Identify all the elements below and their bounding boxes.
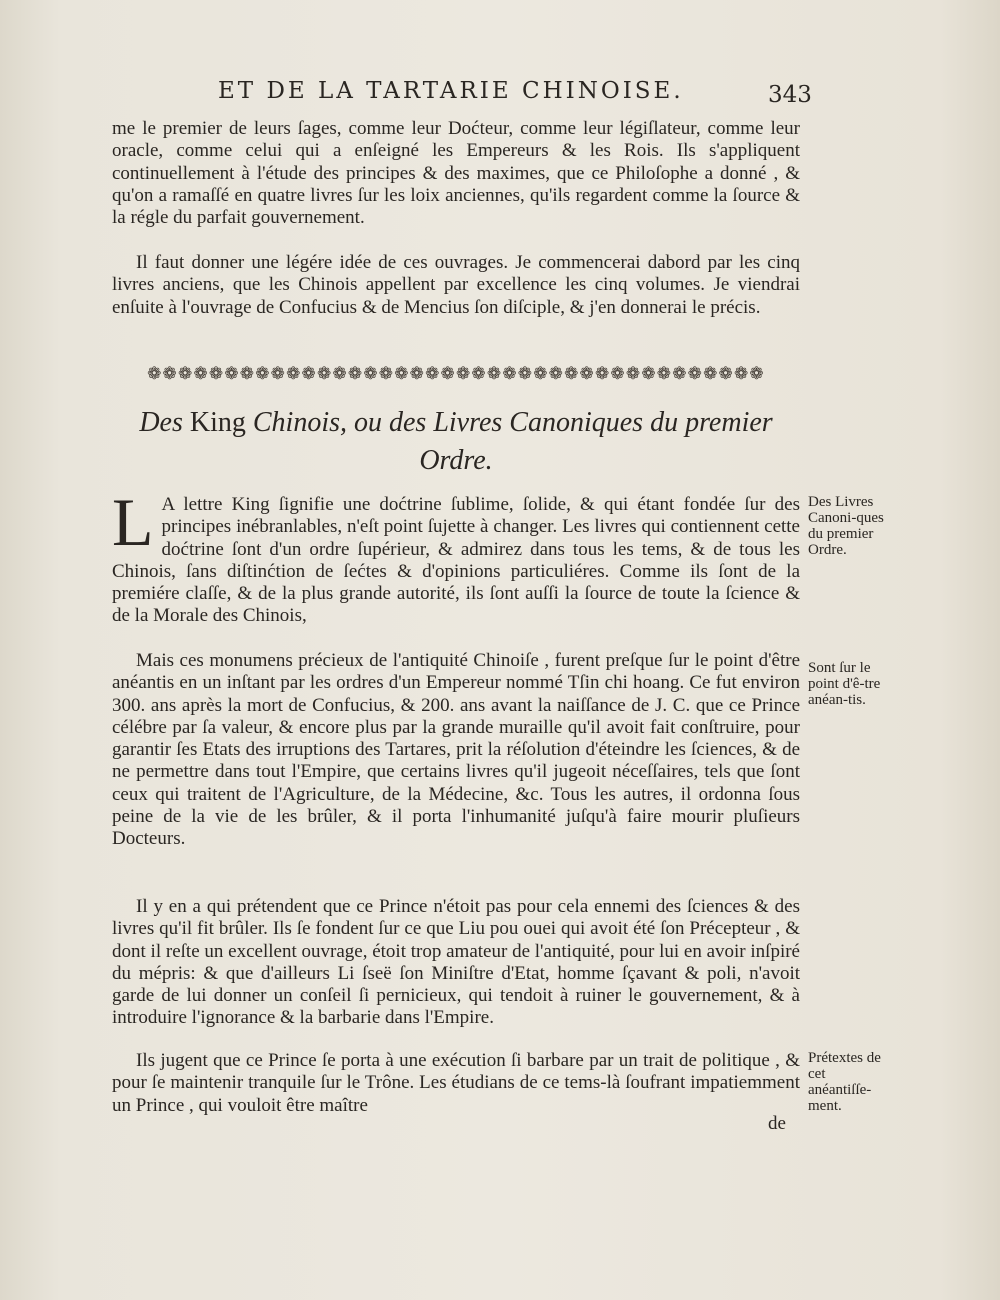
intro-paragraph-2: Il faut donner une légére idée de ces ouvrages. Je commencerai dabord par les cinq livres anciens, que les Chinois appellent par excellence les cinq volumes. Je viendrai enſuite à l'ouvrage de Confucius & de Mencius ſon diſciple, & j'en donnerai le précis. bbox=[112, 252, 800, 318]
drop-capital: L bbox=[112, 484, 154, 560]
margin-note-1: Des Livres Canoni-ques du premier Ordre. bbox=[808, 494, 884, 558]
heading-king: King bbox=[189, 407, 246, 438]
running-title: ET DE LA TARTARIE CHINOISE. bbox=[218, 78, 684, 104]
margin-note-2: Sont ſur le point d'ê-tre anéan-tis. bbox=[808, 660, 881, 708]
body-paragraph-1 bbox=[112, 484, 800, 628]
catchword: de bbox=[768, 1113, 786, 1134]
heading-chinois: Chinois bbox=[252, 407, 340, 438]
body-paragraph-2: Mais ces monumens précieux de l'antiquité Chinoiſe , furent preſque ſur le point d'être anéantis en un inſtant par les ordres d'un Empereur nommé Tſin chi hoang. Ce fut environ 300. ans après la mort de Confucius, & 200. ans avant la naiſſance de J. C. que ce Prince célébre par ſa valeur, & encore plus par la grande muraille qu'il avoit fait conſtruire, pour garantir ſes Etats des irruptions des Tartares, prit la réſolution d'éteindre les ſciences, & de ne permettre dans tout l'Empire, que certains livres qu'il jugeoit néceſſaires, tels que ſont ceux qui traitent de l'Agriculture, de la Médecine, &c. Tous les autres, il ordonna ſous peine de la vie de les brûler, & il porta l'inhumanité juſqu'à faire mourir pluſieurs Docteurs. bbox=[112, 650, 800, 850]
intro-paragraph-1: me le premier de leurs ſages, comme leur Doćteur, comme leur légiſlateur, comme leur oracle, comme celui qui a enſeigné les Empereurs & les Rois. Ils s'appliquent continuellement à l'étude des principes & des maximes, que ce Philoſophe a donné , & qu'on a ramaſſé en quatre livres ſur les loix anciennes, qu'ils regardent comme la ſource & la régle du parfait gouvernement. bbox=[112, 118, 800, 229]
margin-note-3: Prétextes de cet anéantiſſe-ment. bbox=[808, 1050, 881, 1114]
body-paragraph-1-text: A lettre King ſignifie une doćtrine ſublime, ſolide, & qui étant fondée ſur des principes inébranlables, n'eſt point ſujette à changer. Les livres qui contiennent cette doćtrine ſont d'un ordre ſupérieur, & admirez dans tous les tems, & de tous les Chinois, ſans diſtinćtion de ſećtes & d'opinions particuliéres. Comme ils ſont de la premiére claſſe, & de la plus grande autorité, ils ſont auſſi la ſource de toute la ſcience & de la Morale des Chinois, bbox=[112, 494, 800, 627]
section-heading bbox=[112, 404, 800, 480]
running-header bbox=[180, 78, 820, 114]
body-paragraph-4: Ils jugent que ce Prince ſe porta à une exécution ſi barbare par un trait de politique , & pour ſe maintenir tranquile ſur le Trône. Les étudians de ce tems-là ſoufrant impatiemment un Prince , qui vouloit être maître bbox=[112, 1050, 800, 1116]
body-paragraph-3: Il y en a qui prétendent que ce Prince n'étoit pas pour cela ennemi des ſciences & des livres qu'il fit brûler. Ils ſe fondent ſur ce que Liu pou ouei qui avoit été ſon Précepteur , & dont il reſte un excellent ouvrage, étoit trop amateur de l'antiquité, pour lui en avoir inſpiré du mépris: & que d'ailleurs Li ſseë ſon Miniſtre d'Etat, homme ſçavant & poli, n'avoit garde de lui donner un conſeil ſi pernicieux, qui tendoit à ruiner le gouvernement, & à introduire l'ignorance & la barbarie dans l'Empire. bbox=[112, 896, 800, 1029]
ornamental-divider: ❁❁❁❁❁❁❁❁❁❁❁❁❁❁❁❁❁❁❁❁❁❁❁❁❁❁❁❁❁❁❁❁❁❁❁❁❁❁❁❁ bbox=[147, 364, 765, 384]
page-number: 343 bbox=[768, 82, 812, 108]
heading-rest: , ou des Livres Canoniques du premier Ordre. bbox=[340, 407, 773, 476]
heading-des: Des bbox=[139, 407, 183, 438]
